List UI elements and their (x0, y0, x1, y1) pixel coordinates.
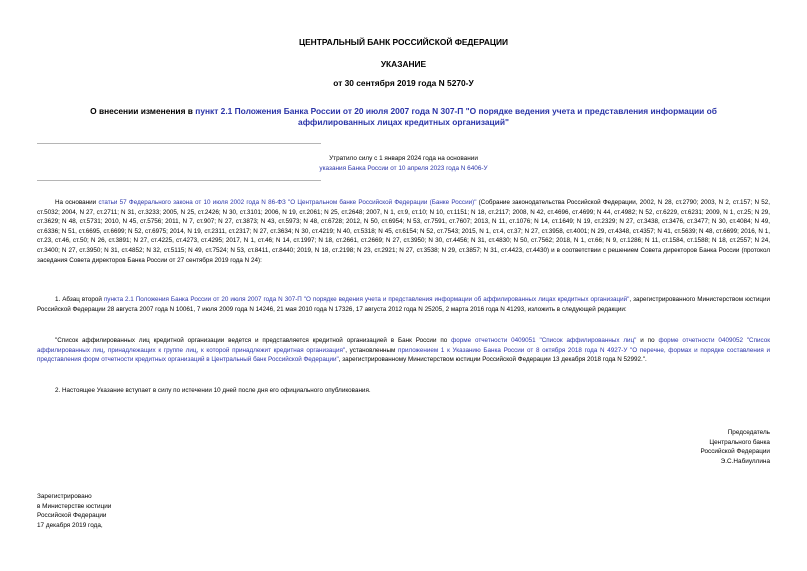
expired-note (0, 154, 807, 173)
registration-line-3: Российской Федерации (37, 512, 107, 520)
paragraph-new-wording (37, 336, 770, 365)
wording-text-1: "Список аффилированных лиц кредитной организации ведется и представляется кредитной организацией в Банк России по (55, 337, 452, 344)
form-0409052-link[interactable]: форме отчетности 0409052 "Список аффилированных лиц, принадлежащих к группе лиц, к которой принадлежит кредитная организация" (37, 337, 771, 354)
signature-line-2: Центрального банка (709, 438, 770, 446)
subject-prefix: О внесении изменения в (90, 106, 196, 116)
signature-line-3: Российской Федерации (700, 448, 770, 456)
paragraph-item-2: 2. Настоящее Указание вступает в силу по истечении 10 дней после дня его официального опубликования. (55, 387, 371, 394)
subject-link[interactable]: пункт 2.1 Положения Банка России от 20 июля 2007 года N 307-П "О порядке ведения учета и представления информации об аффилированных лицах кредитных организаций" (195, 106, 717, 127)
signature-name: Э.С.Набиуллина (720, 457, 770, 465)
wording-text-3: , установленным (345, 346, 399, 354)
registration-block (37, 492, 237, 530)
divider-top (37, 143, 321, 144)
expired-link[interactable]: указания Банка России от 10 апреля 2023 года N 6406-У (319, 164, 488, 172)
expired-text: Утратило силу с 1 января 2024 года на основании (329, 155, 478, 162)
wording-text-4: , зарегистрированному Министерством юстиции Российской Федерации 13 декабря 2018 года N 52992.". (338, 356, 647, 364)
basis-law-link[interactable]: статьи 57 Федерального закона от 10 июля 2002 года N 86-ФЗ "О Центральном банке Российской Федерации (Банке России)" (98, 199, 477, 206)
document-type: УКАЗАНИЕ (380, 59, 427, 69)
item1-prefix: 1. Абзац второй (55, 296, 104, 303)
signature-line-1: Председатель (727, 429, 770, 436)
form-0409051-link[interactable]: форме отчетности 0409051 "Список аффилированных лиц" (451, 337, 637, 344)
appendix-link[interactable]: приложением 1 к Указанию Банка России от 8 октября 2018 года N 4927-У "О перечне, формах и порядке составления и представления форм отчетности кредитных организаций в Центральный банк Российской Федерации" (37, 346, 770, 364)
org-title: ЦЕНТРАЛЬНЫЙ БАНК РОССИЙСКОЙ ФЕДЕРАЦИИ (298, 37, 509, 47)
registration-date: 17 декабря 2019 года, (37, 521, 103, 529)
item1-regulation-link[interactable]: пункта 2.1 Положения Банка России от 20 июля 2007 года N 307-П "О порядке ведения учета и представления информации об аффилированных лицах кредитных организаций" (103, 296, 630, 303)
item1-text: , зарегистрированного Министерством юстиции Российской Федерации 28 августа 2007 года N 10061, 7 июля 2009 года N 14246, 21 мая 2010 года N 17326, 17 августа 2012 года N 25205, 2 марта 2016 года N 41293, изложить в следующей редакции: (37, 296, 770, 313)
divider-bottom (37, 180, 321, 181)
signature-block (630, 428, 770, 466)
document-subject (60, 106, 747, 127)
wording-text-2: и по (636, 337, 659, 344)
basis-text: (Собрание законодательства Российской Федерации, 2002, N 28, ст.2790; 2003, N 2, ст.157; N 52, ст.5032; 2004, N 27, ст.2711; N 31, ст.3233; 2005, N 25, ст.2426; N 30, ст.3101; 2006, N 19, ст.2061; N 25, ст.2648; 2007, N 1, ст.9, ст.10; N 10, ст.1151; N 18, ст.2117; 2008, N 42, ст.4696, ст.4699; N 44, ст.4982; N 52, ст.6229, ст.6231; 2009, N 1, ст.25; N 29, ст.3629; N 48, ст.5731; 2010, N 45, ст.5756; 2011, N 7, ст.907; N 27, ст.3873; N 43, ст.5973; N 48, ст.6728; 2012, N 50, ст.6954; N 53, ст.7591, ст.7607; 2013, N 11, ст.1076; N 14, ст.1649; N 19, ст.2329; N 27, ст.3438, ст.3476, ст.3477; N 30, ст.4084; N 49, ст.6336; N 51, ст.6695, ст.6699; N 52, ст.6975; 2014, N 19, ст.2311, ст.2317; N 27, ст.3634; N 30, ст.4219; N 40, ст.5318; N 45, ст.6154; N 52, ст.7543; 2015, N 1, ст.4, ст.37; N 27, ст.3958, ст.4001; N 29, ст.4348, ст.4357; N 41, ст.5639; N 48, ст.6699; 2016, N 1, ст.23, ст.46, ст.50; N 26, ст.3891; N 27, ст.4225, ст.4273, ст.4295; 2017, N 1, ст.46; N 14, ст.1997; N 18, ст.2661, ст.2669; N 27, ст.3950; N 30, ст.4456; N 31, ст.4830; N 50, ст.7562; 2018, N 1, ст.66; N 9, ст.1286; N 11, ст.1584, ст.1588; N 18, ст.2557; N 24, ст.3400; N 27, ст.3950; N 31, ст.4852; N 32, ст.5115; N 49, ст.7524; N 53, ст.8411, ст.8440; 2019, N 18, ст.2198; N 23, ст.2921; N 27, ст.3538; N 29, ст.3857; N 31, ст.4423, ст.4430) и в соответствии с решением Совета директоров Банка России (протокол заседания Совета директоров Банка России от 27 сентября 2019 года N 24): (37, 199, 771, 264)
paragraph-basis (37, 198, 770, 265)
registration-line-1: Зарегистрировано (37, 493, 92, 500)
paragraph-item-1 (37, 295, 770, 314)
document-date: от 30 сентября 2019 года N 5270-У (333, 78, 474, 88)
registration-line-2: в Министерстве юстиции (37, 502, 112, 510)
basis-prefix: На основании (55, 199, 99, 206)
